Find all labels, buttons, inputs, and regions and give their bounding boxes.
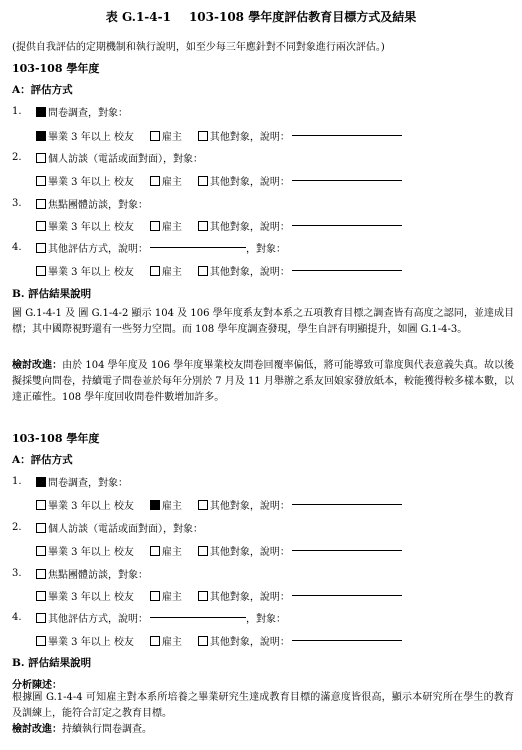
section2-result-heading: B. 評估結果說明 xyxy=(12,657,92,669)
section2-year: 103-108 學年度 xyxy=(12,432,100,445)
s2-survey-other-checkbox[interactable] xyxy=(198,500,208,510)
s1-other-other-checkbox[interactable] xyxy=(198,266,208,276)
s1-interview-checkbox[interactable] xyxy=(36,153,46,163)
s2-interview-targets: 畢業 3 年以上 校友 雇主 其他對象，說明： xyxy=(36,543,402,558)
s1-interview-grad-checkbox[interactable] xyxy=(36,176,46,186)
s2-interview-employer-checkbox[interactable] xyxy=(150,546,160,556)
s1-survey-grad-checkbox[interactable] xyxy=(36,131,46,141)
s2-item-other-method: 4. 其他評估方式，說明： ，對象： xyxy=(12,612,286,625)
s1-other-grad-checkbox[interactable] xyxy=(36,266,46,276)
s1-item-interview: 2. 個人訪談（電話或面對面），對象： xyxy=(12,152,203,165)
s1-survey-checkbox[interactable] xyxy=(36,107,46,117)
section2-analysis-paragraph: 根據圖 G.1-4-4 可知雇主對本系所培養之畢業研究生達成教育目標的滿意度皆很高，顯示本研究所在學生的教育及訓練上，能符合訂定之教育目標。 xyxy=(12,692,514,719)
s2-focus-other-field[interactable] xyxy=(292,595,402,596)
s2-interview-other-field[interactable] xyxy=(292,550,402,551)
section2-analysis-label: 分析陳述： xyxy=(12,680,62,691)
s2-item-interview: 2. 個人訪談（電話或面對面），對象： xyxy=(12,522,203,535)
s2-survey-targets: 畢業 3 年以上 校友 雇主 其他對象，說明： xyxy=(36,497,402,512)
s2-focus-targets: 畢業 3 年以上 校友 雇主 其他對象，說明： xyxy=(36,588,402,603)
s1-survey-employer-checkbox[interactable] xyxy=(150,131,160,141)
s2-other-other-checkbox[interactable] xyxy=(198,636,208,646)
s1-item-survey: 1. 問卷調查，對象： xyxy=(12,106,128,119)
s2-interview-checkbox[interactable] xyxy=(36,523,46,533)
s1-survey-targets: 畢業 3 年以上 校友 雇主 其他對象，說明： xyxy=(36,128,402,143)
s2-other-grad-checkbox[interactable] xyxy=(36,636,46,646)
section1-result-paragraph: 圖 G.1-4-1 及 圖 G.1-4-2 顯示 104 及 106 學年度系友對本系之五項教育目標之調查皆有高度之認同，並達成目標；其中國際視野還有一些努力空間。而 108 學年度調查發現，學生自評有明顯提升，如圖 G.1-4-3。 xyxy=(12,308,514,335)
section1-review-paragraph: 檢討改進：由於 104 學年度及 106 學年度畢業校友問卷回覆率偏低，將可能導致可靠度與代表意義失真。故以後擬採雙向問卷，持續電子問卷並於每年分別於 7 月及 11 月舉辦之系友回娘家發放紙本，較能獲得較多樣本數，以達正確性。108 學年度回收問卷件數增加許多。 xyxy=(12,360,515,403)
s2-other-method-checkbox[interactable] xyxy=(36,613,46,623)
s2-other-other-field[interactable] xyxy=(292,640,402,641)
section1-result-heading: B. 評估結果說明 xyxy=(12,288,92,300)
s1-interview-other-checkbox[interactable] xyxy=(198,176,208,186)
s2-survey-other-field[interactable] xyxy=(292,504,402,505)
s2-focus-checkbox[interactable] xyxy=(36,569,46,579)
s1-survey-other-checkbox[interactable] xyxy=(198,131,208,141)
s1-interview-other-field[interactable] xyxy=(292,180,402,181)
s2-survey-employer-checkbox[interactable] xyxy=(150,500,160,510)
s1-focus-employer-checkbox[interactable] xyxy=(150,221,160,231)
s2-interview-grad-checkbox[interactable] xyxy=(36,546,46,556)
s1-item-focus: 3. 焦點團體訪談，對象： xyxy=(12,198,148,211)
s1-focus-other-field[interactable] xyxy=(292,225,402,226)
section1-year: 103-108 學年度 xyxy=(12,62,100,75)
s1-interview-targets: 畢業 3 年以上 校友 雇主 其他對象，說明： xyxy=(36,173,402,188)
s2-item-focus: 3. 焦點團體訪談，對象： xyxy=(12,568,148,581)
s2-other-targets: 畢業 3 年以上 校友 雇主 其他對象，說明： xyxy=(36,633,402,648)
section1-method-heading: A：評估方式 xyxy=(12,84,73,96)
s2-item-survey: 1. 問卷調查，對象： xyxy=(12,476,128,489)
s1-survey-other-field[interactable] xyxy=(292,135,402,136)
s1-focus-targets: 畢業 3 年以上 校友 雇主 其他對象，說明： xyxy=(36,218,402,233)
section2-review-paragraph: 檢討改進：持續執行問卷調查。 xyxy=(12,724,152,735)
s2-focus-grad-checkbox[interactable] xyxy=(36,591,46,601)
s2-survey-checkbox[interactable] xyxy=(36,477,46,487)
s1-focus-other-checkbox[interactable] xyxy=(198,221,208,231)
table-code: 表 G.1-4-1 xyxy=(105,10,171,24)
table-title-text: 103-108 學年度評估教育目標方式及結果 xyxy=(188,10,417,24)
s2-other-method-field[interactable] xyxy=(150,617,246,618)
s1-focus-grad-checkbox[interactable] xyxy=(36,221,46,231)
s1-other-targets: 畢業 3 年以上 校友 雇主 其他對象，說明： xyxy=(36,263,402,278)
s1-other-other-field[interactable] xyxy=(292,270,402,271)
s2-focus-other-checkbox[interactable] xyxy=(198,591,208,601)
s1-interview-employer-checkbox[interactable] xyxy=(150,176,160,186)
s2-focus-employer-checkbox[interactable] xyxy=(150,591,160,601)
s2-interview-other-checkbox[interactable] xyxy=(198,546,208,556)
s1-item-other-method: 4. 其他評估方式，說明： ，對象： xyxy=(12,242,286,255)
s1-other-method-field[interactable] xyxy=(150,247,246,248)
table-title xyxy=(0,8,522,25)
s2-other-employer-checkbox[interactable] xyxy=(150,636,160,646)
s1-focus-checkbox[interactable] xyxy=(36,199,46,209)
s2-survey-grad-checkbox[interactable] xyxy=(36,500,46,510)
s1-other-employer-checkbox[interactable] xyxy=(150,266,160,276)
s1-other-method-checkbox[interactable] xyxy=(36,243,46,253)
instruction-note: (提供自我評估的定期機制和執行說明，如至少每三年應針對不同對象進行兩次評估。) xyxy=(12,42,385,53)
section2-method-heading: A：評估方式 xyxy=(12,454,73,466)
